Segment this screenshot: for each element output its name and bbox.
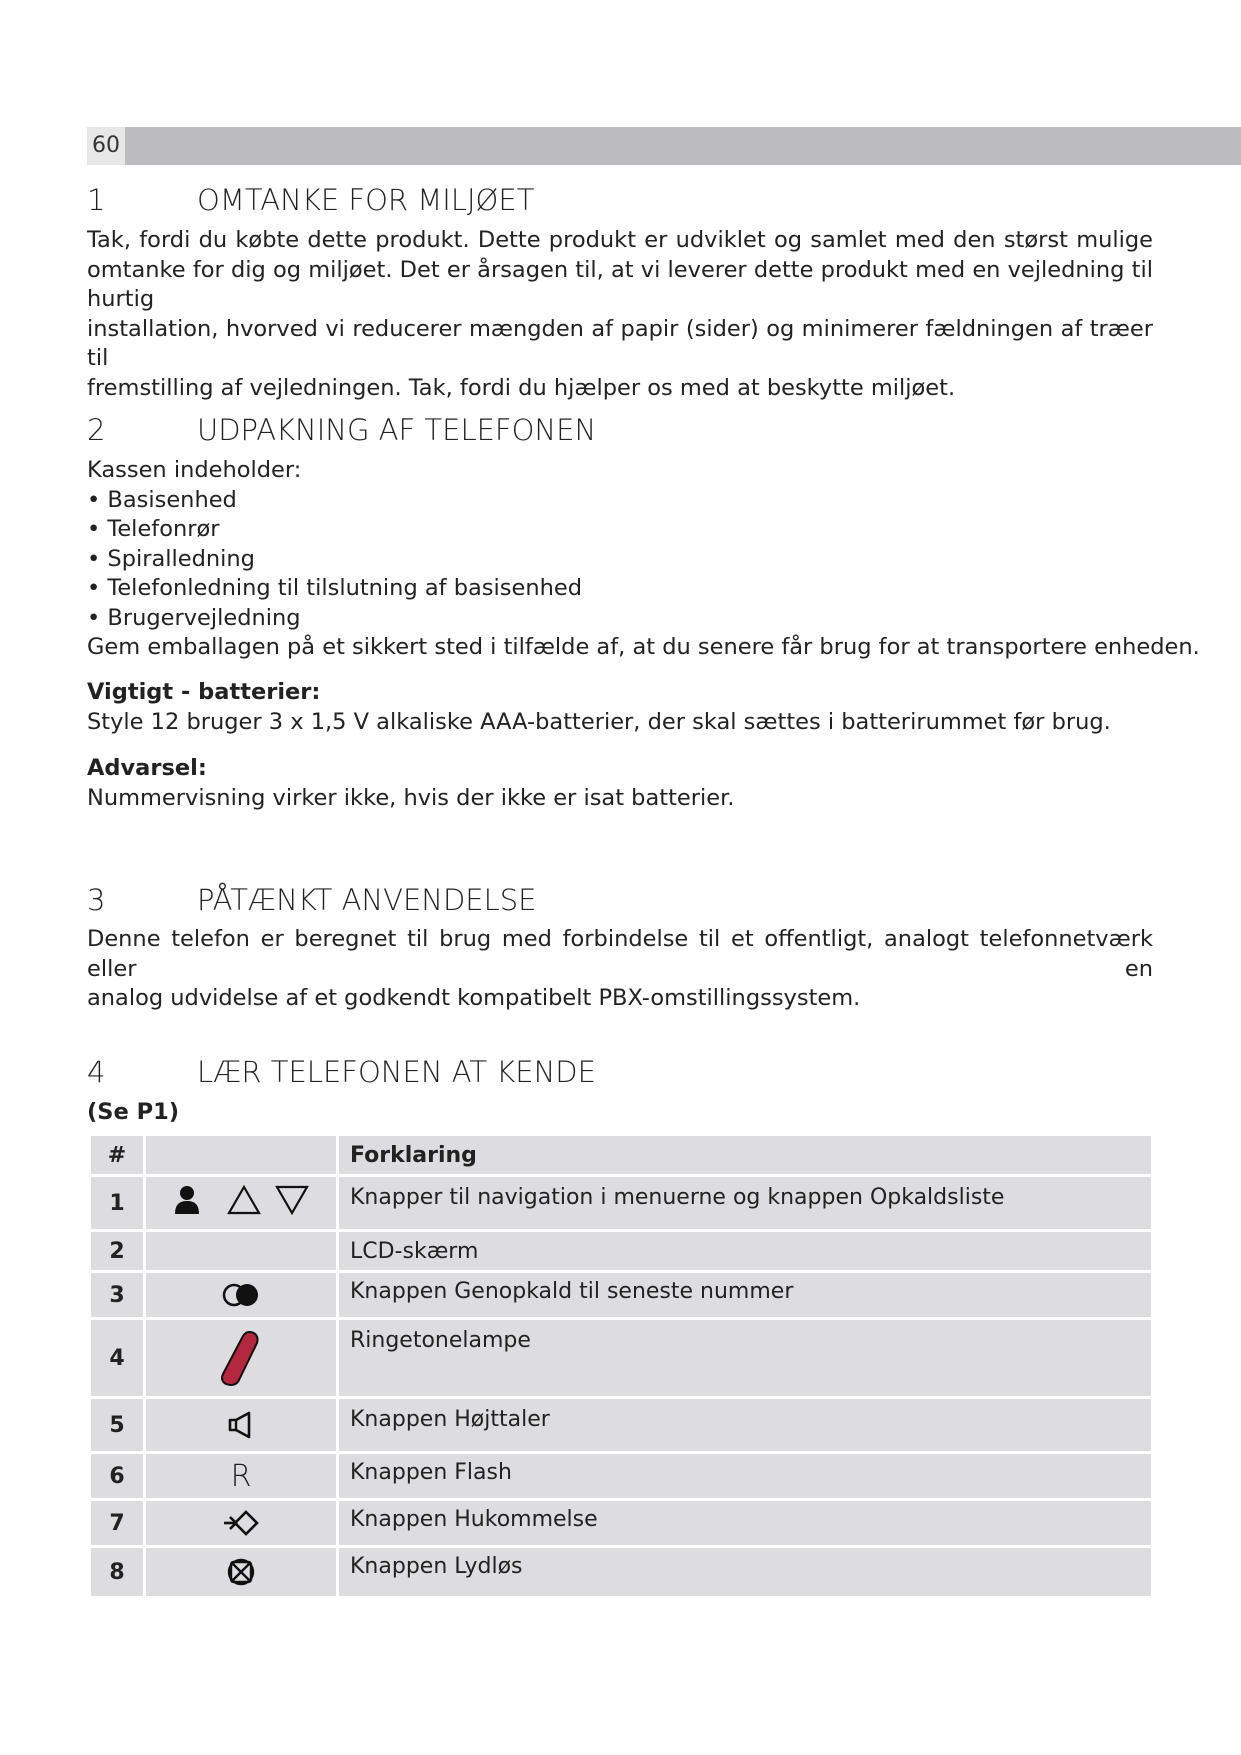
important-text: Style 12 bruger 3 x 1,5 V alkaliske AAA-batterier, der skal sættes i batterirummet før brug.	[87, 708, 1111, 735]
row-explanation: Knappen Lydløs	[339, 1548, 1151, 1596]
table-row	[91, 1177, 1151, 1229]
section-3-line: Denne telefon er beregnet til brug med forbindelse til et offentligt, analogt telefonnetværk eller en	[87, 926, 1153, 982]
row-number: 3	[91, 1273, 143, 1317]
section-3-body	[87, 925, 1153, 1014]
row-explanation: Knapper til navigation i menuerne og knappen Opkaldsliste	[339, 1177, 1151, 1229]
table-row	[91, 1273, 1151, 1317]
section-3-title: PÅTÆNKT ANVENDELSE	[197, 883, 537, 917]
contents-item: • Telefonrør	[87, 516, 220, 542]
triangle-down-icon	[275, 1185, 309, 1215]
row-number: 2	[91, 1232, 143, 1270]
section-2-title: UDPAKNING AF TELEFONEN	[197, 413, 597, 447]
row-icon-cell	[146, 1501, 336, 1545]
section-4-heading	[87, 1055, 596, 1089]
row-number: 5	[91, 1399, 143, 1451]
section-4-subtitle: (Se P1)	[87, 1099, 180, 1125]
section-3-line: analog udvidelse af et godkendt kompatibelt PBX-omstillingssystem.	[87, 985, 861, 1011]
row-explanation: Knappen Højttaler	[339, 1399, 1151, 1451]
row-icon-cell	[146, 1454, 336, 1498]
table-row	[91, 1454, 1151, 1498]
contents-item: • Basisenhed	[87, 486, 237, 513]
table-row	[91, 1320, 1151, 1396]
button-legend-table	[88, 1133, 1154, 1599]
row-icon-cell	[146, 1399, 336, 1451]
ringer-lamp-icon	[219, 1328, 263, 1388]
section-3-number: 3	[87, 883, 106, 917]
row-icon-cell	[146, 1232, 336, 1270]
section-1-line: fremstilling af vejledningen. Tak, fordi du hjælper os med at beskytte miljøet.	[87, 374, 956, 401]
section-1-title: OMTANKE FOR MILJØET	[197, 183, 535, 217]
memory-arrow-icon	[222, 1510, 260, 1536]
section-1-number: 1	[87, 183, 106, 217]
row-number: 8	[91, 1548, 143, 1596]
table-header-icon	[146, 1136, 336, 1174]
row-explanation: LCD-skærm	[339, 1232, 1151, 1270]
triangle-up-icon	[227, 1185, 261, 1215]
warning-label: Advarsel:	[87, 755, 207, 781]
row-explanation: Knappen Hukommelse	[339, 1501, 1151, 1545]
table-row	[91, 1232, 1151, 1270]
section-1-line: omtanke for dig og miljøet. Det er årsagen til, at vi leverer dette produkt med en vejledning til hurtig	[87, 256, 1153, 312]
contents-item: • Spiralledning	[87, 545, 255, 572]
row-number: 1	[91, 1177, 143, 1229]
row-number: 7	[91, 1501, 143, 1545]
row-number: 6	[91, 1454, 143, 1498]
redial-icon	[222, 1282, 260, 1308]
warning-block	[87, 754, 1153, 813]
important-block	[87, 678, 1153, 737]
contents-intro: Kassen indeholder:	[87, 457, 302, 483]
section-4-title: LÆR TELEFONEN AT KENDE	[197, 1055, 596, 1089]
section-2-number: 2	[87, 413, 106, 447]
table-header-explanation: Forklaring	[339, 1136, 1151, 1174]
table-row	[91, 1548, 1151, 1596]
section-2-body	[87, 456, 1200, 663]
header-bar	[87, 127, 1241, 165]
section-3-heading	[87, 883, 537, 917]
section-1-line: installation, hvorved vi reducerer mængden af papir (sider) og minimerer fældningen af træer til	[87, 315, 1153, 371]
row-icon-cell	[146, 1548, 336, 1596]
packaging-note: Gem emballagen på et sikkert sted i tilfælde af, at du senere får brug for at transportere enheden.	[87, 634, 1200, 660]
contents-item: • Brugervejledning	[87, 604, 301, 631]
table-header-row	[91, 1136, 1151, 1174]
flash-r-icon: R	[230, 1458, 252, 1494]
row-icon-cell	[146, 1320, 336, 1396]
mute-icon	[226, 1557, 256, 1587]
contents-item: • Telefonledning til tilslutning af basisenhed	[87, 575, 582, 601]
warning-text: Nummervisning virker ikke, hvis der ikke er isat batterier.	[87, 784, 735, 811]
row-icon-cell	[146, 1177, 336, 1229]
important-label: Vigtigt - batterier:	[87, 679, 321, 705]
row-number: 4	[91, 1320, 143, 1396]
row-icon-cell	[146, 1273, 336, 1317]
row-explanation: Ringetonelampe	[339, 1320, 1151, 1396]
person-icon	[173, 1185, 201, 1215]
row-explanation: Knappen Flash	[339, 1454, 1151, 1498]
speaker-icon	[227, 1411, 255, 1439]
section-1-heading	[87, 183, 534, 217]
section-1-line: Tak, fordi du købte dette produkt. Dette produkt er udviklet og samlet med den størst mulige	[87, 227, 1153, 253]
page-number: 60	[87, 127, 125, 165]
section-2-heading	[87, 413, 596, 447]
table-row	[91, 1399, 1151, 1451]
table-row	[91, 1501, 1151, 1545]
table-header-num: #	[91, 1136, 143, 1174]
row-explanation: Knappen Genopkald til seneste nummer	[339, 1273, 1151, 1317]
section-4-number: 4	[87, 1055, 106, 1089]
section-1-body	[87, 226, 1153, 403]
